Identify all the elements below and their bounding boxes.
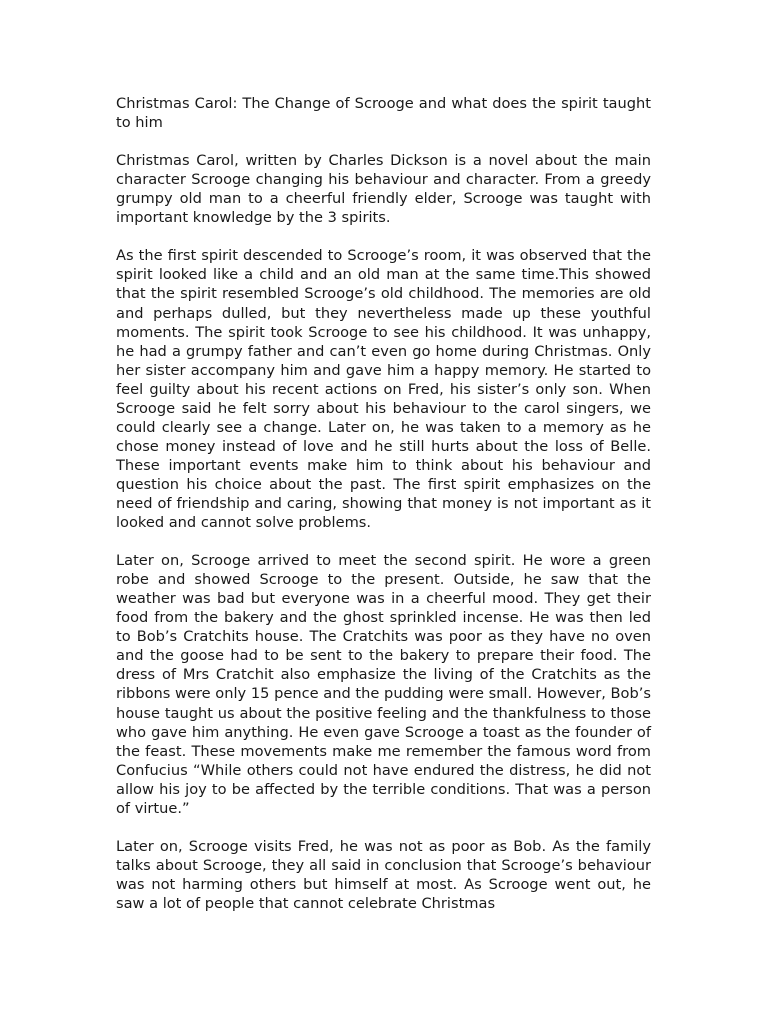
paragraph-second-spirit: Later on, Scrooge arrived to meet the second spirit. He wore a green robe and showed Scrooge to the present. Outside, he saw that the weather was bad but everyone was in a cheerful mood. They get their food from the bakery and the ghost sprinkled incense. He was then led to Bob’s Cratchits house. The Cratchits was poor as they have no oven and the goose had to be sent to the bakery to prepare their food. The dress of Mrs Cratchit also emphasize the living of the Cratchits as the ribbons were only 15 pence and the pudding were small. However, Bob’s house taught us about the positive feeling and the thankfulness to those who gave him anything. He even gave Scrooge a toast as the founder of the feast. These movements make me remember the famous word from Confucius “While others could not have endured the distress, he did not allow his joy to be affected by the terrible conditions. That was a person of virtue.” (116, 552, 651, 817)
paragraph-introduction: Christmas Carol, written by Charles Dickson is a novel about the main character Scrooge changing his behaviour and character. From a greedy grumpy old man to a cheerful friendly elder, Scrooge was taught with important knowledge by the 3 spirits. (116, 152, 651, 227)
paragraph-fred-visit: Later on, Scrooge visits Fred, he was not as poor as Bob. As the family talks about Scrooge, they all said in conclusion that Scrooge’s behaviour was not harming others but himself at most. As Scrooge went out, he saw a lot of people that cannot celebrate Christmas (116, 837, 651, 912)
paragraph-first-spirit: As the first spirit descended to Scrooge’s room, it was observed that the spirit looked like a child and an old man at the same time.This showed that the spirit resembled Scrooge’s old childhood. The memories are old and perhaps dulled, but they nevertheless made up these youthful moments. The spirit took Scrooge to see his childhood. It was unhappy, he had a grumpy father and can’t even go home during Christmas. Only her sister accompany him and gave him a happy memory. He started to feel guilty about his recent actions on Fred, his sister’s only son. When Scrooge said he felt sorry about his behaviour to the carol singers, we could clearly see a change. Later on, he was taken to a memory as he chose money instead of love and he still hurts about the loss of Belle. These important events make him to think about his behaviour and question his choice about the past. The first spirit emphasizes on the need of friendship and caring, showing that money is not important as it looked and cannot solve problems. (116, 247, 651, 532)
document-page (116, 94, 651, 913)
document-title: Christmas Carol: The Change of Scrooge and what does the spirit taught to him (116, 95, 651, 132)
